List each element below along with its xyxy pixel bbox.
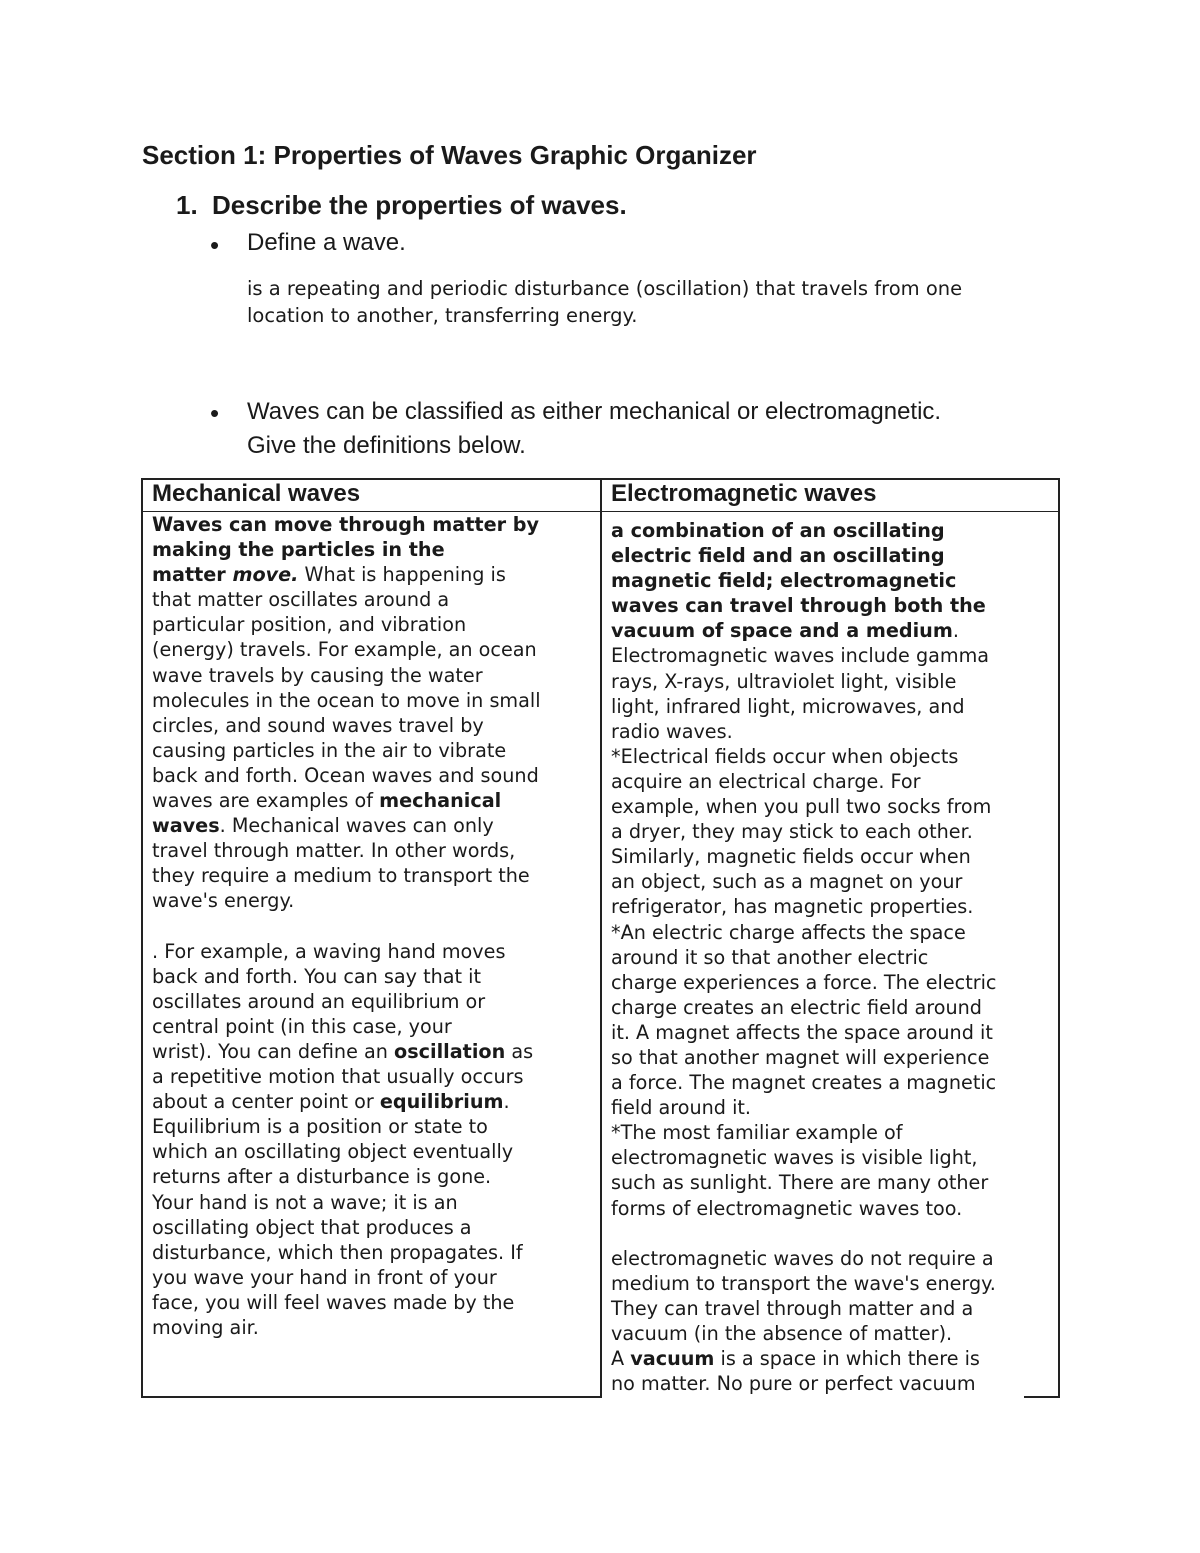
text-line: molecules in the ocean to move in small bbox=[152, 688, 541, 712]
question-number: 1. bbox=[176, 190, 198, 220]
text-line: wrist). You can define an oscillation as bbox=[152, 1039, 534, 1063]
text-line: a force. The magnet creates a magnetic bbox=[611, 1071, 997, 1095]
text-line: charge creates an electric field around bbox=[611, 995, 982, 1019]
text-line: example, when you pull two socks from bbox=[611, 795, 992, 819]
header-mechanical-waves: Mechanical waves bbox=[152, 480, 361, 507]
text-line: a dryer, they may stick to each other. bbox=[611, 820, 973, 844]
text-line: travel through matter. In other words, bbox=[152, 839, 516, 863]
text-line: light, infrared light, microwaves, and bbox=[611, 694, 965, 718]
text-line: vacuum of space and a medium. bbox=[611, 619, 959, 643]
text-line: making the particles in the bbox=[152, 538, 445, 562]
text-line: Your hand is not a wave; it is an bbox=[152, 1190, 458, 1214]
text-line: *The most familiar example of bbox=[611, 1121, 903, 1145]
text-line: electric field and an oscillating bbox=[611, 544, 945, 568]
page-title: Section 1: Properties of Waves Graphic Organizer bbox=[142, 140, 757, 170]
text-line: such as sunlight. There are many other bbox=[611, 1171, 989, 1195]
text-line: *An electric charge affects the space bbox=[611, 920, 966, 944]
text-line: circles, and sound waves travel by bbox=[152, 713, 484, 737]
text-line: moving air. bbox=[152, 1316, 259, 1339]
text-line: wave's energy. bbox=[152, 889, 295, 913]
text-line: it. A magnet affects the space around it bbox=[611, 1020, 993, 1044]
text-line: particular position, and vibration bbox=[152, 613, 467, 637]
text-line: you wave your hand in front of your bbox=[152, 1265, 497, 1289]
text-line: so that another magnet will experience bbox=[611, 1045, 990, 1069]
text-line: oscillating object that produces a bbox=[152, 1215, 472, 1239]
table-column-divider bbox=[600, 478, 602, 1398]
bullet-dot-icon: • bbox=[210, 398, 220, 428]
text-line: electromagnetic waves is visible light, bbox=[611, 1146, 978, 1170]
bullet-line: Give the definitions below. bbox=[247, 432, 526, 459]
text-line: waves can travel through both the bbox=[611, 594, 986, 618]
text-line: no matter. No pure or perfect vacuum bbox=[611, 1372, 976, 1396]
text-line: face, you will feel waves made by the bbox=[152, 1290, 515, 1314]
text-line: field around it. bbox=[611, 1096, 752, 1120]
table-border-bottom-right bbox=[1024, 1396, 1060, 1398]
text-line: They can travel through matter and a bbox=[611, 1296, 974, 1320]
text-line: charge experiences a force. The electric bbox=[611, 970, 997, 994]
text-line: electromagnetic waves do not require a bbox=[611, 1246, 994, 1270]
bullet-define-wave: Define a wave. bbox=[247, 229, 406, 256]
paragraph-gap bbox=[611, 1221, 996, 1246]
text-line: a repetitive motion that usually occurs bbox=[152, 1065, 524, 1089]
bullet-line: Waves can be classified as either mechanical or electromagnetic. bbox=[247, 398, 942, 425]
text-line: causing particles in the air to vibrate bbox=[152, 738, 507, 762]
header-electromagnetic-waves: Electromagnetic waves bbox=[611, 480, 877, 507]
text-line: about a center point or equilibrium. bbox=[152, 1090, 510, 1114]
electromagnetic-waves-cell bbox=[611, 518, 996, 1396]
text-line: magnetic field; electromagnetic bbox=[611, 569, 957, 593]
wave-definition-answer bbox=[247, 275, 1057, 329]
text-line: waves. Mechanical waves can only bbox=[152, 814, 494, 838]
answer-line: location to another, transferring energy. bbox=[247, 304, 638, 327]
text-line: waves are examples of mechanical bbox=[152, 789, 502, 813]
text-line: (energy) travels. For example, an ocean bbox=[152, 638, 537, 662]
text-line: returns after a disturbance is gone. bbox=[152, 1165, 492, 1189]
answer-line: is a repeating and periodic disturbance (oscillation) that travels from one bbox=[247, 277, 963, 300]
text-line: matter move. What is happening is bbox=[152, 563, 506, 587]
text-line: that matter oscillates around a bbox=[152, 588, 450, 612]
text-line: around it so that another electric bbox=[611, 945, 929, 969]
text-line: . For example, a waving hand moves bbox=[152, 939, 506, 963]
text-line: disturbance, which then propagates. If bbox=[152, 1240, 523, 1264]
text-line: they require a medium to transport the bbox=[152, 864, 530, 888]
text-line: rays, X-rays, ultraviolet light, visible bbox=[611, 669, 957, 693]
text-line: refrigerator, has magnetic properties. bbox=[611, 895, 974, 919]
text-line: *Electrical fields occur when objects bbox=[611, 744, 959, 768]
question-text: Describe the properties of waves. bbox=[212, 190, 627, 220]
text-line: A vacuum is a space in which there is bbox=[611, 1347, 980, 1371]
text-line: back and forth. Ocean waves and sound bbox=[152, 763, 539, 787]
text-line: Electromagnetic waves include gamma bbox=[611, 644, 990, 668]
text-line: acquire an electrical charge. For bbox=[611, 769, 921, 793]
text-line: vacuum (in the absence of matter). bbox=[611, 1322, 953, 1345]
text-line: oscillates around an equilibrium or bbox=[152, 989, 486, 1013]
paragraph-gap bbox=[152, 914, 541, 939]
text-line: forms of electromagnetic waves too. bbox=[611, 1196, 963, 1220]
bullet-dot-icon: • bbox=[210, 230, 220, 260]
text-line: Waves can move through matter by bbox=[152, 513, 539, 536]
table-border-bottom-left bbox=[141, 1396, 602, 1398]
text-line: back and forth. You can say that it bbox=[152, 964, 482, 988]
text-line: a combination of an oscillating bbox=[611, 519, 945, 542]
text-line: radio waves. bbox=[611, 719, 733, 743]
text-line: which an oscillating object eventually bbox=[152, 1140, 514, 1164]
text-line: medium to transport the wave's energy. bbox=[611, 1271, 996, 1295]
text-line: Equilibrium is a position or state to bbox=[152, 1115, 488, 1139]
bullet-classify-waves bbox=[247, 395, 941, 463]
text-line: an object, such as a magnet on your bbox=[611, 870, 963, 894]
table-border-left bbox=[141, 478, 143, 1398]
text-line: wave travels by causing the water bbox=[152, 663, 483, 687]
table-border-right bbox=[1058, 478, 1060, 1398]
mechanical-waves-cell bbox=[152, 512, 541, 1340]
text-line: Similarly, magnetic fields occur when bbox=[611, 845, 971, 869]
text-line: central point (in this case, your bbox=[152, 1014, 452, 1038]
